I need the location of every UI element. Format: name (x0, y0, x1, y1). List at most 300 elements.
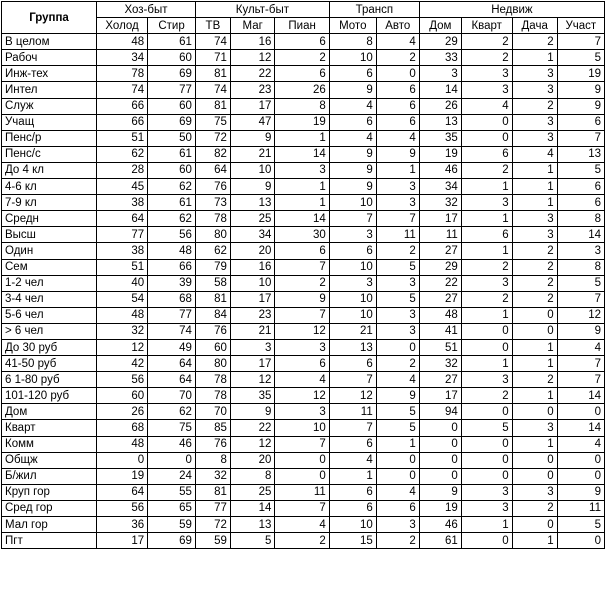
table-cell: 7 (557, 291, 604, 307)
table-row (2, 211, 605, 227)
table-cell: 3 (376, 195, 419, 211)
table-cell: 2 (275, 533, 329, 549)
table-cell: 10 (275, 420, 329, 436)
table-cell: 3 (329, 227, 376, 243)
table-cell: 15 (329, 533, 376, 549)
table-cell: 4 (329, 452, 376, 468)
table-cell: 0 (512, 323, 557, 339)
table-cell: 1 (512, 356, 557, 372)
table-cell: 6 (376, 114, 419, 130)
table-cell: 4 (376, 130, 419, 146)
table-cell: 6 (461, 227, 512, 243)
table-cell: 3 (557, 243, 604, 259)
table-cell: 80 (195, 227, 230, 243)
table-cell: 0 (419, 420, 461, 436)
group-header-cultural: Культ-быт (195, 2, 329, 18)
table-cell: 3 (461, 500, 512, 516)
table-cell: 6 (329, 243, 376, 259)
table-cell: 51 (97, 130, 148, 146)
table-cell: 29 (419, 34, 461, 50)
table-cell: 1 (329, 468, 376, 484)
table-cell: 4 (557, 339, 604, 355)
table-cell: 64 (148, 372, 196, 388)
table-cell: 7 (329, 420, 376, 436)
table-cell: 2 (512, 243, 557, 259)
column-header: Дача (512, 18, 557, 34)
table-cell: 3 (230, 339, 275, 355)
table-cell: 25 (230, 484, 275, 500)
table-cell: 4 (512, 146, 557, 162)
table-cell: 66 (97, 114, 148, 130)
table-cell: 5 (557, 50, 604, 66)
table-row (2, 227, 605, 243)
table-cell: 2 (461, 291, 512, 307)
table-row (2, 339, 605, 355)
table-cell: 76 (195, 436, 230, 452)
table-row (2, 420, 605, 436)
table-cell: 79 (195, 259, 230, 275)
column-header: Мото (329, 18, 376, 34)
row-label: Средн (2, 211, 97, 227)
table-row (2, 34, 605, 50)
row-label: 7-9 кл (2, 195, 97, 211)
table-cell: 2 (376, 243, 419, 259)
table-cell: 2 (512, 275, 557, 291)
table-cell: 22 (230, 420, 275, 436)
table-cell: 5 (376, 404, 419, 420)
table-cell: 10 (230, 275, 275, 291)
table-cell: 85 (195, 420, 230, 436)
table-cell: 62 (148, 211, 196, 227)
table-cell: 6 (275, 243, 329, 259)
table-cell: 65 (148, 500, 196, 516)
table-cell: 64 (97, 484, 148, 500)
table-cell: 69 (148, 114, 196, 130)
table-cell: 3 (329, 275, 376, 291)
table-cell: 56 (97, 500, 148, 516)
table-cell: 17 (97, 533, 148, 549)
table-cell: 0 (512, 517, 557, 533)
table-cell: 49 (148, 339, 196, 355)
table-cell: 16 (230, 259, 275, 275)
table-cell: 6 (376, 98, 419, 114)
table-cell: 13 (329, 339, 376, 355)
table-cell: 6 (329, 484, 376, 500)
data-table (1, 1, 605, 549)
table-row (2, 66, 605, 82)
table-row (2, 130, 605, 146)
table-cell: 0 (376, 468, 419, 484)
row-label: До 4 кл (2, 162, 97, 178)
table-cell: 0 (461, 436, 512, 452)
table-row (2, 275, 605, 291)
row-label: Мал гор (2, 517, 97, 533)
table-cell: 2 (376, 356, 419, 372)
table-cell: 66 (148, 259, 196, 275)
table-cell: 4 (275, 372, 329, 388)
table-header (2, 2, 605, 34)
table-cell: 73 (195, 195, 230, 211)
column-header: Пиан (275, 18, 329, 34)
table-cell: 7 (557, 356, 604, 372)
table-cell: 77 (97, 227, 148, 243)
table-cell: 2 (376, 50, 419, 66)
table-cell: 45 (97, 179, 148, 195)
table-cell: 6 (557, 179, 604, 195)
table-cell: 3 (512, 130, 557, 146)
group-header-property: Недвиж (419, 2, 604, 18)
table-cell: 12 (230, 372, 275, 388)
table-cell: 78 (195, 211, 230, 227)
table-cell: 22 (230, 66, 275, 82)
table-cell: 0 (376, 452, 419, 468)
row-label: Служ (2, 98, 97, 114)
row-label: 3-4 чел (2, 291, 97, 307)
table-cell: 39 (148, 275, 196, 291)
row-label: > 6 чел (2, 323, 97, 339)
table-cell: 32 (419, 356, 461, 372)
table-cell: 6 (557, 114, 604, 130)
table-cell: 19 (275, 114, 329, 130)
table-cell: 80 (195, 356, 230, 372)
table-cell: 4 (376, 372, 419, 388)
table-cell: 3 (461, 82, 512, 98)
table-cell: 46 (148, 436, 196, 452)
table-cell: 0 (512, 404, 557, 420)
table-cell: 6 (275, 356, 329, 372)
table-cell: 3 (512, 114, 557, 130)
table-row (2, 114, 605, 130)
table-cell: 9 (557, 82, 604, 98)
table-cell: 84 (195, 307, 230, 323)
table-cell: 3 (461, 275, 512, 291)
table-cell: 78 (195, 388, 230, 404)
table-cell: 3 (461, 484, 512, 500)
table-cell: 4 (275, 517, 329, 533)
table-cell: 9 (230, 179, 275, 195)
table-cell: 4 (461, 98, 512, 114)
table-cell: 0 (461, 339, 512, 355)
table-cell: 1 (461, 179, 512, 195)
table-row (2, 307, 605, 323)
table-cell: 81 (195, 66, 230, 82)
table-cell: 12 (557, 307, 604, 323)
table-cell: 23 (230, 82, 275, 98)
table-cell: 60 (148, 98, 196, 114)
table-cell: 71 (195, 50, 230, 66)
table-cell: 14 (557, 227, 604, 243)
table-cell: 74 (195, 82, 230, 98)
table-cell: 62 (97, 146, 148, 162)
row-label: Учащ (2, 114, 97, 130)
row-label: Рабоч (2, 50, 97, 66)
table-cell: 1 (512, 436, 557, 452)
table-cell: 27 (419, 291, 461, 307)
table-cell: 2 (512, 372, 557, 388)
table-cell: 9 (329, 146, 376, 162)
table-cell: 41 (419, 323, 461, 339)
table-cell: 3 (512, 484, 557, 500)
table-cell: 77 (195, 500, 230, 516)
table-row (2, 468, 605, 484)
table-cell: 7 (557, 130, 604, 146)
table-cell: 17 (230, 98, 275, 114)
table-cell: 76 (195, 323, 230, 339)
table-cell: 48 (97, 307, 148, 323)
table-row (2, 162, 605, 178)
row-label: 6 1-80 руб (2, 372, 97, 388)
table-cell: 6 (376, 82, 419, 98)
table-cell: 55 (148, 484, 196, 500)
table-cell: 30 (275, 227, 329, 243)
table-cell: 9 (376, 388, 419, 404)
table-cell: 58 (195, 275, 230, 291)
table-cell: 0 (557, 468, 604, 484)
table-cell: 54 (97, 291, 148, 307)
table-cell: 12 (97, 339, 148, 355)
table-cell: 2 (275, 50, 329, 66)
table-cell: 13 (230, 195, 275, 211)
table-cell: 26 (97, 404, 148, 420)
table-cell: 0 (419, 436, 461, 452)
table-cell: 76 (195, 179, 230, 195)
row-label: Кварт (2, 420, 97, 436)
table-cell: 29 (419, 259, 461, 275)
table-cell: 82 (195, 146, 230, 162)
table-cell: 21 (230, 323, 275, 339)
table-cell: 26 (419, 98, 461, 114)
table-cell: 6 (461, 146, 512, 162)
table-cell: 17 (419, 388, 461, 404)
table-cell: 35 (419, 130, 461, 146)
table-cell: 3 (376, 179, 419, 195)
table-cell: 11 (329, 404, 376, 420)
table-cell: 0 (148, 452, 196, 468)
table-cell: 32 (97, 323, 148, 339)
table-cell: 81 (195, 291, 230, 307)
table-cell: 12 (329, 388, 376, 404)
table-cell: 62 (148, 404, 196, 420)
table-row (2, 372, 605, 388)
table-cell: 64 (97, 211, 148, 227)
table-cell: 9 (557, 484, 604, 500)
table-row (2, 323, 605, 339)
table-cell: 70 (195, 404, 230, 420)
row-label: Пенс/с (2, 146, 97, 162)
table-cell: 7 (275, 500, 329, 516)
table-row (2, 179, 605, 195)
table-cell: 10 (329, 517, 376, 533)
table-cell: 9 (329, 162, 376, 178)
table-cell: 75 (195, 114, 230, 130)
table-cell: 23 (230, 307, 275, 323)
row-label: До 30 руб (2, 339, 97, 355)
table-cell: 11 (275, 484, 329, 500)
table-cell: 9 (419, 484, 461, 500)
table-cell: 8 (557, 259, 604, 275)
table-cell: 17 (230, 291, 275, 307)
group-header-row (2, 2, 605, 18)
table-cell: 0 (512, 307, 557, 323)
table-cell: 19 (419, 146, 461, 162)
table-row (2, 452, 605, 468)
row-label: Дом (2, 404, 97, 420)
table-cell: 61 (148, 195, 196, 211)
table-cell: 36 (97, 517, 148, 533)
table-row (2, 500, 605, 516)
table-cell: 2 (275, 275, 329, 291)
table-cell: 4 (376, 484, 419, 500)
table-cell: 51 (419, 339, 461, 355)
table-cell: 77 (148, 82, 196, 98)
table-cell: 2 (512, 291, 557, 307)
table-cell: 14 (230, 500, 275, 516)
row-label: Общж (2, 452, 97, 468)
table-cell: 9 (376, 146, 419, 162)
column-header: Участ (557, 18, 604, 34)
table-cell: 42 (97, 356, 148, 372)
table-cell: 72 (195, 517, 230, 533)
table-cell: 0 (461, 323, 512, 339)
column-header: Кварт (461, 18, 512, 34)
table-cell: 0 (461, 130, 512, 146)
table-cell: 0 (557, 404, 604, 420)
table-cell: 48 (419, 307, 461, 323)
table-cell: 9 (557, 98, 604, 114)
table-cell: 11 (376, 227, 419, 243)
table-cell: 0 (461, 452, 512, 468)
table-cell: 9 (329, 82, 376, 98)
table-cell: 2 (461, 388, 512, 404)
table-cell: 10 (230, 162, 275, 178)
table-cell: 66 (97, 98, 148, 114)
table-cell: 25 (230, 211, 275, 227)
table-cell: 12 (230, 436, 275, 452)
table-cell: 32 (195, 468, 230, 484)
table-cell: 14 (275, 146, 329, 162)
table-cell: 7 (557, 34, 604, 50)
table-cell: 5 (376, 291, 419, 307)
table-cell: 6 (275, 34, 329, 50)
table-row (2, 291, 605, 307)
table-cell: 2 (461, 259, 512, 275)
table-cell: 6 (275, 66, 329, 82)
table-cell: 34 (419, 179, 461, 195)
table-row (2, 195, 605, 211)
row-label: В целом (2, 34, 97, 50)
table-cell: 6 (329, 114, 376, 130)
table-cell: 13 (557, 146, 604, 162)
table-cell: 10 (329, 50, 376, 66)
table-row (2, 356, 605, 372)
table-cell: 7 (275, 259, 329, 275)
table-cell: 56 (148, 227, 196, 243)
table-cell: 68 (148, 291, 196, 307)
table-cell: 38 (97, 195, 148, 211)
table-cell: 64 (148, 356, 196, 372)
table-cell: 6 (329, 500, 376, 516)
table-cell: 3 (461, 195, 512, 211)
table-cell: 2 (512, 34, 557, 50)
table-cell: 60 (97, 388, 148, 404)
table-cell: 32 (419, 195, 461, 211)
table-cell: 1 (512, 162, 557, 178)
table-cell: 70 (148, 388, 196, 404)
table-cell: 27 (419, 243, 461, 259)
table-cell: 60 (195, 339, 230, 355)
table-cell: 3 (275, 162, 329, 178)
table-cell: 59 (148, 517, 196, 533)
table-cell: 6 (329, 436, 376, 452)
column-header: Холод (97, 18, 148, 34)
table-cell: 0 (376, 66, 419, 82)
table-cell: 0 (461, 468, 512, 484)
table-cell: 2 (376, 533, 419, 549)
table-cell: 2 (461, 50, 512, 66)
table-cell: 1 (512, 50, 557, 66)
table-cell: 19 (97, 468, 148, 484)
table-cell: 40 (97, 275, 148, 291)
table-cell: 12 (275, 388, 329, 404)
table-cell: 26 (275, 82, 329, 98)
table-cell: 81 (195, 98, 230, 114)
table-cell: 69 (148, 533, 196, 549)
row-label: Интел (2, 82, 97, 98)
table-cell: 64 (195, 162, 230, 178)
table-row (2, 50, 605, 66)
table-row (2, 259, 605, 275)
table-cell: 1 (512, 339, 557, 355)
table-cell: 61 (419, 533, 461, 549)
table-cell: 61 (148, 146, 196, 162)
table-cell: 6 (376, 500, 419, 516)
table-row (2, 82, 605, 98)
table-row (2, 146, 605, 162)
table-cell: 2 (512, 98, 557, 114)
table-cell: 21 (329, 323, 376, 339)
table-cell: 6 (329, 356, 376, 372)
table-cell: 7 (329, 211, 376, 227)
table-cell: 22 (419, 275, 461, 291)
table-cell: 94 (419, 404, 461, 420)
table-cell: 8 (557, 211, 604, 227)
column-header: Стир (148, 18, 196, 34)
table-cell: 1 (461, 517, 512, 533)
table-cell: 48 (148, 243, 196, 259)
table-cell: 9 (557, 323, 604, 339)
table-cell: 2 (461, 34, 512, 50)
column-header: Дом (419, 18, 461, 34)
group-header-transport: Трансп (329, 2, 419, 18)
table-cell: 0 (512, 452, 557, 468)
table-cell: 3 (512, 82, 557, 98)
table-cell: 9 (230, 130, 275, 146)
table-cell: 11 (419, 227, 461, 243)
table-cell: 60 (148, 162, 196, 178)
table-cell: 12 (275, 323, 329, 339)
table-cell: 62 (195, 243, 230, 259)
row-label: Один (2, 243, 97, 259)
table-cell: 4 (329, 98, 376, 114)
table-cell: 17 (230, 356, 275, 372)
table-cell: 9 (275, 291, 329, 307)
table-cell: 78 (195, 372, 230, 388)
table-cell: 7 (275, 307, 329, 323)
table-cell: 20 (230, 452, 275, 468)
table-cell: 74 (97, 82, 148, 98)
table-cell: 0 (461, 533, 512, 549)
table-cell: 77 (148, 307, 196, 323)
